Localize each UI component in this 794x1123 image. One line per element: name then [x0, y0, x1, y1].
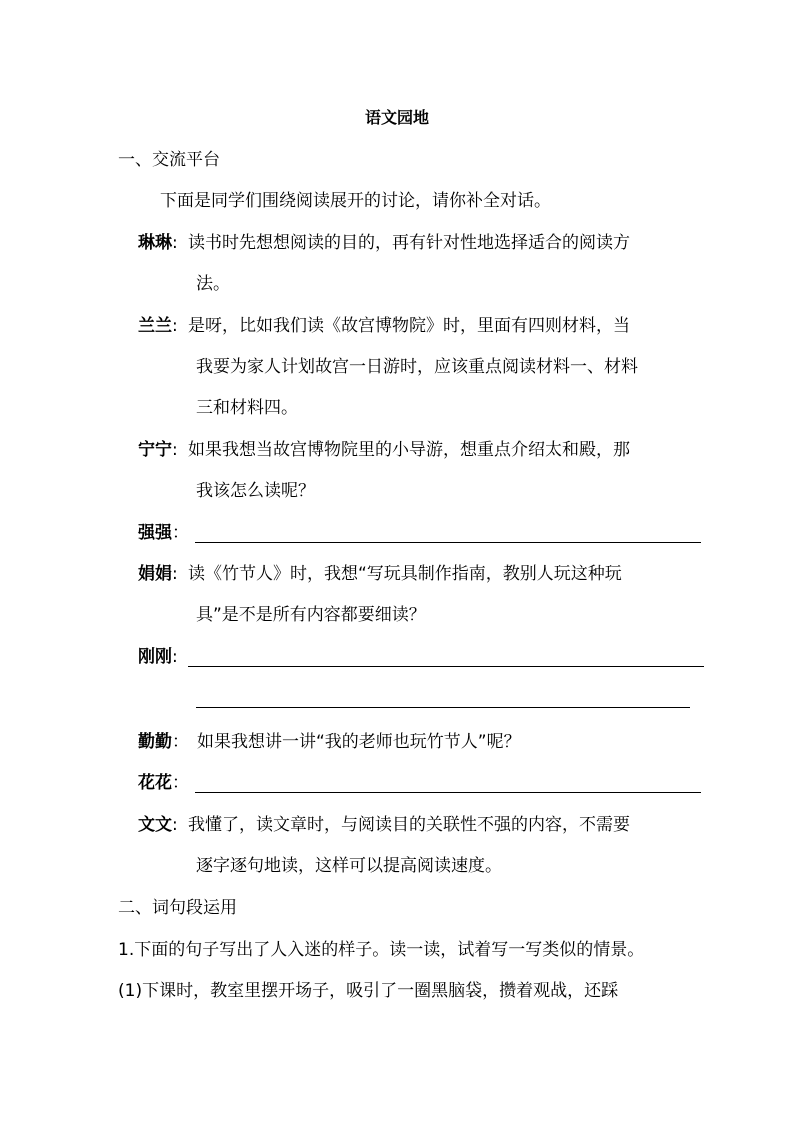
dialogue-text: 三和材料四。 [196, 398, 298, 418]
speaker-juanjuan: 娟娟: [138, 564, 178, 584]
dialogue-text: 读书时先想想阅读的目的，再有针对性地选择适合的阅读方 [188, 233, 630, 253]
section-heading-exchange: 一、交流平台 [118, 150, 220, 170]
answer-blank-ganggang-2[interactable] [196, 707, 690, 708]
speaker-linlin: 琳琳: [138, 233, 178, 253]
dialogue-text: 具”是不是所有内容都要细读？ [196, 605, 426, 625]
dialogue-text: 如果我想当故宫博物院里的小导游，想重点介绍太和殿，那 [188, 440, 630, 460]
speaker-qinqin: 勤勤： [138, 732, 189, 752]
question-1: 1.下面的句子写出了人入迷的样子。读一读，试着写一写类似的情景。 [118, 940, 645, 960]
speaker-ganggang: 刚刚: [138, 647, 178, 667]
section-heading-usage: 二、词句段运用 [118, 898, 237, 918]
speaker-lanlan: 兰兰: [138, 316, 178, 336]
dialogue-text: 我该怎么读呢？ [196, 481, 315, 501]
speaker-qiangqiang: 强强： [138, 523, 189, 543]
dialogue-text: 是呀，比如我们读《故宫博物院》时，里面有四则材料，当 [188, 316, 630, 336]
dialogue-text: 逐字逐句地读，这样可以提高阅读速度。 [196, 856, 502, 876]
dialogue-text: 如果我想讲一讲“我的老师也玩竹节人”呢？ [197, 732, 521, 752]
speaker-wenwen: 文文: [138, 815, 178, 835]
intro-text: 下面是同学们围绕阅读展开的讨论，请你补全对话。 [160, 191, 551, 211]
dialogue-text: 我要为家人计划故宫一日游时，应该重点阅读材料一、材料 [196, 357, 638, 377]
dialogue-text: 读《竹节人》时，我想“写玩具制作指南，教别人玩这种玩 [188, 564, 622, 584]
dialogue-text: 我懂了，读文章时，与阅读目的关联性不强的内容，不需要 [188, 815, 630, 835]
dialogue-text: 法。 [196, 274, 230, 294]
question-1-item-1: (1)下课时，教室里摆开场子，吸引了一圈黑脑袋，攒着观战，还踩 [118, 981, 619, 1001]
answer-blank-huahua[interactable] [195, 792, 701, 793]
page-title: 语文园地 [364, 108, 429, 127]
answer-blank-qiangqiang[interactable] [195, 542, 701, 543]
answer-blank-ganggang-1[interactable] [188, 666, 704, 667]
speaker-ningning: 宁宁: [138, 440, 178, 460]
speaker-huahua: 花花： [138, 773, 189, 793]
